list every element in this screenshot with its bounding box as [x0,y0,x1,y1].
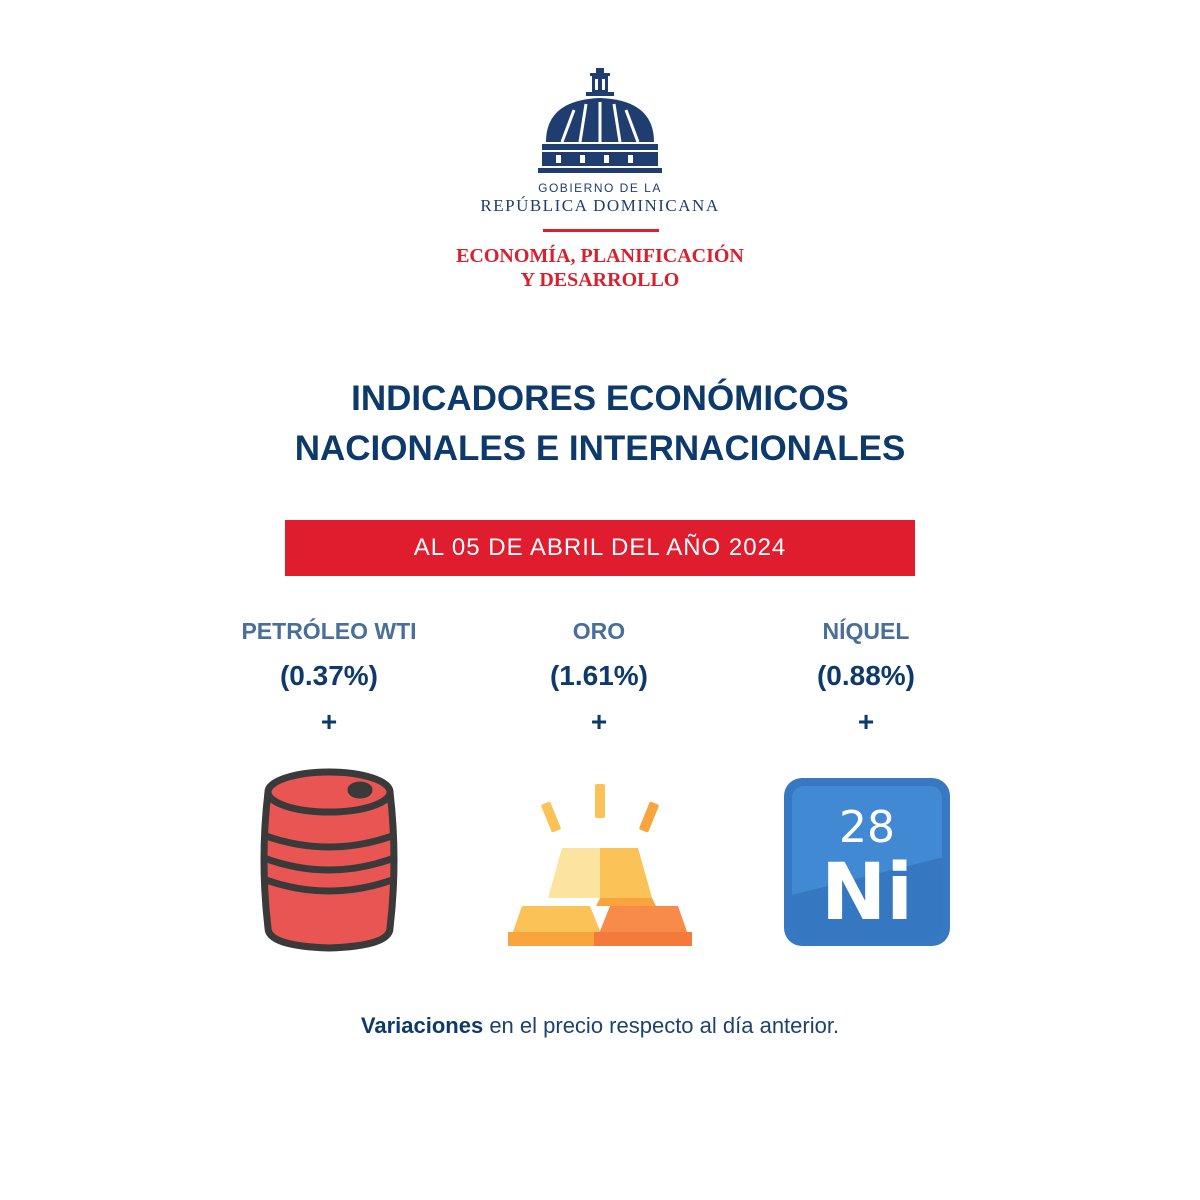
capitol-dome-icon [538,66,662,178]
gold-bars-icon [506,782,694,950]
nickel-element-icon [784,778,950,946]
ministry-name [380,244,820,292]
indicator-value-nickel: (0.88%) [816,660,916,691]
indicator-sign-gold: + [590,706,608,737]
footnote-bold: Variaciones [360,1013,484,1038]
indicator-sign-oil: + [320,706,338,737]
indicator-name-oil: PETRÓLEO WTI [241,618,417,644]
nickel-atomic-number: 28 [839,802,895,853]
footnote-rest: en el precio respecto al día anterior. [483,1013,840,1038]
oil-barrel-icon [256,766,402,954]
indicator-name-gold: ORO [572,618,626,644]
indicator-value-oil: (0.37%) [279,660,379,691]
government-line-2: REPÚBLICA DOMINICANA [480,196,720,215]
indicator-value-gold: (1.61%) [549,660,649,691]
indicator-sign-nickel: + [857,706,875,737]
government-line-1: GOBIERNO DE LA [538,181,662,195]
footnote [200,1013,1000,1039]
indicator-name-nickel: NÍQUEL [822,618,910,644]
page-title [150,374,1050,474]
title-line-1: INDICADORES ECONÓMICOS [351,379,849,418]
ministry-line-1: ECONOMÍA, PLANIFICACIÓN [456,245,744,267]
nickel-symbol: Ni [820,848,913,938]
ministry-line-2: Y DESARROLLO [520,269,680,291]
nickel-tile-face [792,786,942,938]
title-line-2: NACIONALES E INTERNACIONALES [294,429,906,468]
date-banner: AL 05 DE ABRIL DEL AÑO 2024 [285,520,915,576]
logo-divider [543,229,659,232]
